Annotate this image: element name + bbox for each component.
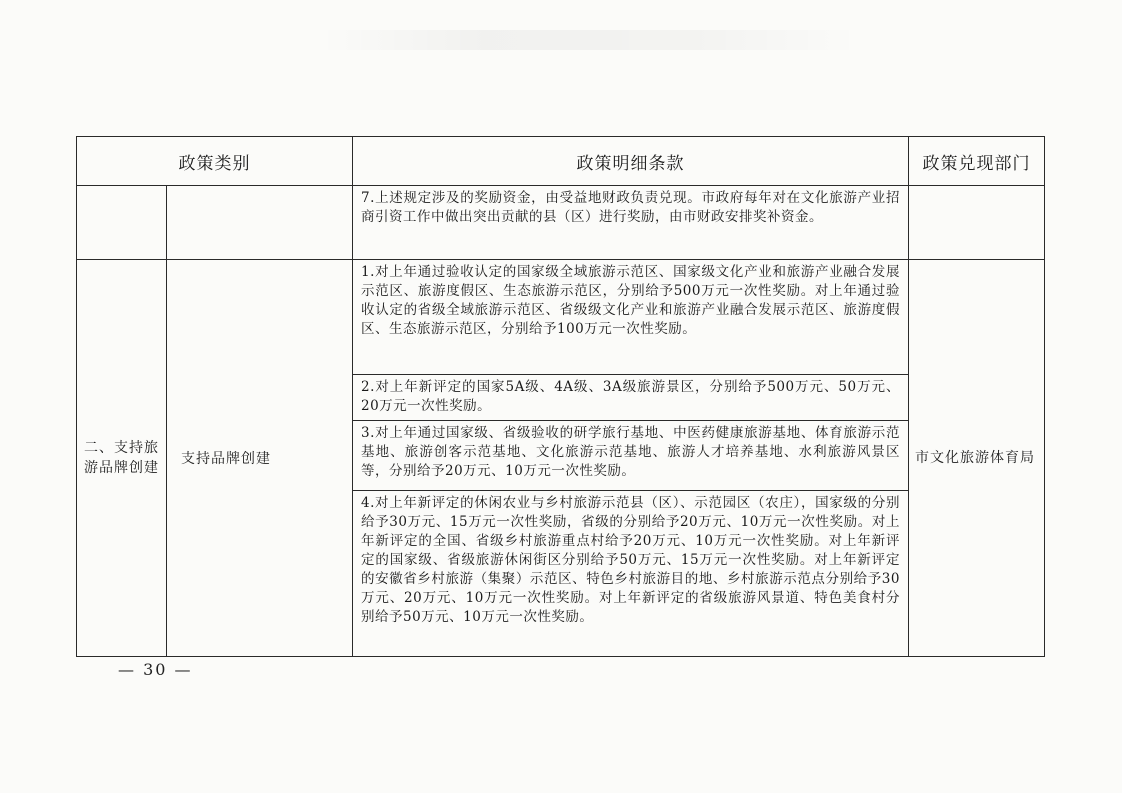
table-row-continued [77,186,1045,260]
table-row [77,260,1045,375]
clause-4: 4.对上年新评定的休闲农业与乡村旅游示范县（区）、示范园区（农庄），国家级的分别给予30万元、15万元一次性奖励，省级的分别给予20万元、10万元一次性奖励。对上年新评定的全国、省级乡村旅游重点村给予20万元、10万元一次性奖励。对上年新评定的国家级、省级旅游休闲街区分别给予50万元、15万元一次性奖励。对上年新评定的安徽省乡村旅游（集聚）示范区、特色乡村旅游目的地、乡村旅游示范点分别给予30万元、20万元、10万元一次性奖励。对上年新评定的省级旅游风景道、特色美食村分别给予50万元、10万元一次性奖励。 [353,491,909,657]
department-cell: 市文化旅游体育局 [909,260,1045,657]
page-number: — 30 — [118,660,193,679]
subcategory-cell: 支持品牌创建 [167,260,353,657]
header-department: 政策兑现部门 [909,137,1045,186]
clause-7: 7.上述规定涉及的奖励资金，由受益地财政负责兑现。市政府每年对在文化旅游产业招商引资工作中做出突出贡献的县（区）进行奖励，由市财政安排奖补资金。 [353,186,909,260]
header-policy-terms: 政策明细条款 [353,137,909,186]
empty-department-cell [909,186,1045,260]
header-policy-category: 政策类别 [77,137,353,186]
policy-table [76,136,1045,657]
clause-2: 2.对上年新评定的国家5A级、4A级、3A级旅游景区，分别给予500万元、50万元、20万元一次性奖励。 [353,375,909,421]
empty-category-cell [77,186,167,260]
clause-3: 3.对上年通过国家级、省级验收的研学旅行基地、中医药健康旅游基地、体育旅游示范基地、旅游创客示范基地、文化旅游示范基地、旅游人才培养基地、水利旅游风景区等，分别给予20万元、10万元一次性奖励。 [353,421,909,491]
table-header-row [77,137,1045,186]
empty-subcategory-cell [167,186,353,260]
category-cell: 二、支持旅游品牌创建 [77,260,167,657]
scan-artifact [320,30,860,50]
clause-1: 1.对上年通过验收认定的国家级全域旅游示范区、国家级文化产业和旅游产业融合发展示范区、旅游度假区、生态旅游示范区，分别给予500万元一次性奖励。对上年通过验收认定的省级全域旅游示范区、省级级文化产业和旅游产业融合发展示范区、旅游度假区、生态旅游示范区，分别给予100万元一次性奖励。 [353,260,909,375]
